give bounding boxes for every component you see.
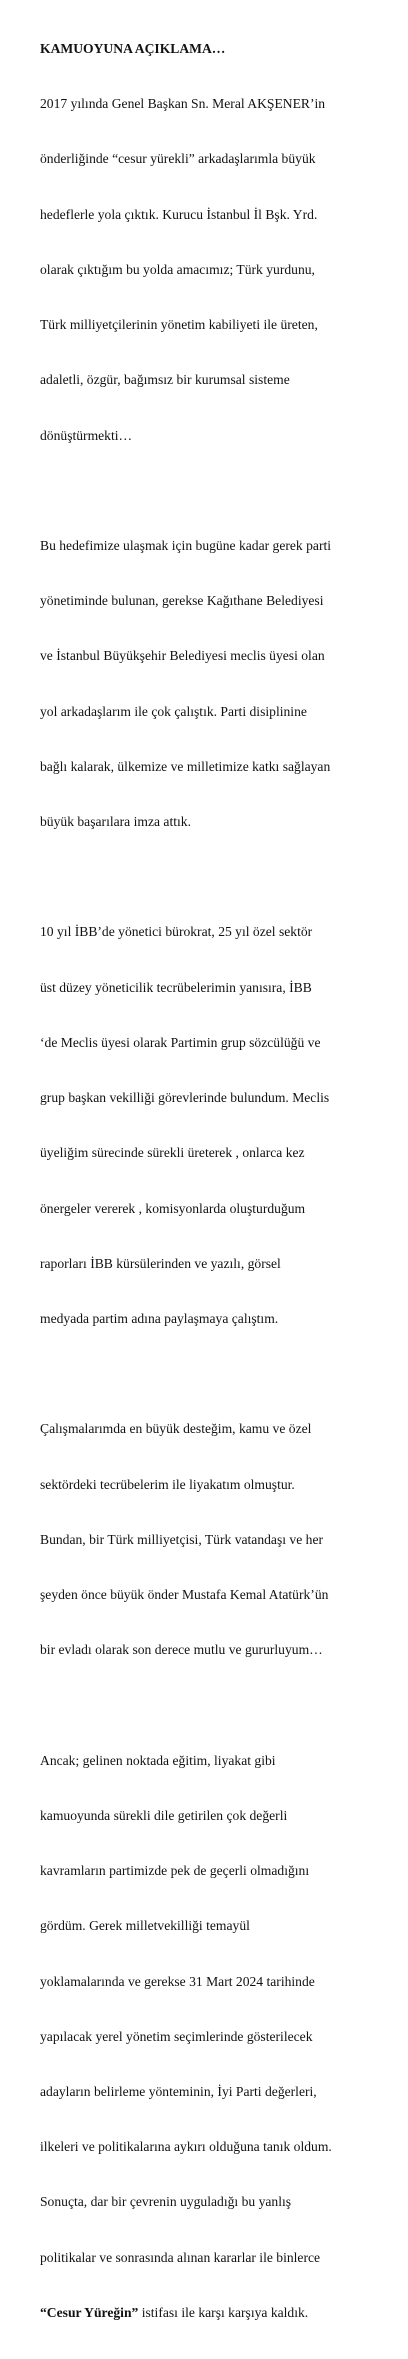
text-line: Çalışmalarımda en büyük desteğim, kamu ve özel	[40, 1421, 312, 1437]
text-line: adayların belirleme yönteminin, İyi Parti değerleri,	[40, 2084, 317, 2100]
text-line: üst düzey yöneticilik tecrübelerimin yanısıra, İBB	[40, 979, 312, 995]
text-line: kavramların partimizde pek de geçerli olmadığını	[40, 1863, 310, 1879]
text-line: bir evladı olarak son derece mutlu ve gururluyum…	[40, 1642, 323, 1658]
text-line: olarak çıktığım bu yolda amacımız; Türk yurdunu,	[40, 261, 315, 277]
final-line	[40, 2304, 402, 2322]
text-line: kamuoyunda sürekli dile getirilen çok değerli	[40, 1807, 288, 1823]
text-line: önergeler vererek , komisyonlarda oluşturduğum	[40, 1200, 306, 1216]
text-line: ve İstanbul Büyükşehir Belediyesi meclis üyesi olan	[40, 648, 325, 664]
paragraph-4	[40, 1384, 402, 1697]
text-line: politikalar ve sonrasında alınan kararlar ile binlerce	[40, 2249, 321, 2265]
text-line: üyeliğim sürecinde sürekli üreterek , onlarca kez	[40, 1145, 305, 1161]
text-line: yoklamalarında ve gerekse 31 Mart 2024 tarihinde	[40, 1973, 315, 1989]
text-line: Sonuçta, dar bir çevrenin uyguladığı bu yanlış	[40, 2194, 292, 2210]
final-line-rest: istifası ile karşı karşıya kaldık.	[138, 2304, 309, 2320]
text-line: Bundan, bir Türk milliyetçisi, Türk vatandaşı ve her	[40, 1531, 324, 1547]
text-line: yapılacak yerel yönetim seçimlerinde gösterilecek	[40, 2028, 313, 2044]
paragraph-2	[40, 500, 402, 868]
paragraph-1	[40, 58, 402, 481]
bold-phrase: “Cesur Yüreğin”	[40, 2304, 139, 2320]
paragraph-5	[40, 1715, 402, 2359]
text-line: şeyden önce büyük önder Mustafa Kemal Atatürk’ün	[40, 1587, 329, 1603]
text-line: önderliğinde “cesur yürekli” arkadaşlarımla büyük	[40, 151, 316, 167]
document-title: KAMUOYUNA AÇIKLAMA…	[40, 41, 226, 56]
text-line: bağlı kalarak, ülkemize ve milletimize katkı sağlayan	[40, 758, 331, 774]
text-line: dönüştürmekti…	[40, 427, 133, 443]
text-line: adaletli, özgür, bağımsız bir kurumsal sisteme	[40, 372, 290, 388]
text-line: Türk milliyetçilerinin yönetim kabiliyeti ile üreten,	[40, 317, 318, 333]
text-line: sektördeki tecrübelerim ile liyakatım olmuştur.	[40, 1476, 295, 1492]
text-line: hedeflerle yola çıktık. Kurucu İstanbul İl Bşk. Yrd.	[40, 206, 318, 222]
statement-document	[40, 40, 402, 2359]
text-line: grup başkan vekilliği görevlerinde bulundum. Meclis	[40, 1090, 330, 1106]
text-line: 2017 yılında Genel Başkan Sn. Meral AKŞENER’in	[40, 96, 326, 112]
text-line: ilkeleri ve politikalarına aykırı olduğuna tanık oldum.	[40, 2139, 332, 2155]
text-line: Bu hedefimize ulaşmak için bugüne kadar gerek parti	[40, 537, 332, 553]
text-line: yol arkadaşlarım ile çok çalıştık. Parti disiplinine	[40, 703, 307, 719]
text-line: yönetiminde bulunan, gerekse Kağıthane Belediyesi	[40, 593, 324, 609]
text-line: Ancak; gelinen noktada eğitim, liyakat gibi	[40, 1752, 276, 1768]
text-line: medyada partim adına paylaşmaya çalıştım.	[40, 1311, 279, 1326]
text-line: gördüm. Gerek milletvekilliği temayül	[40, 1918, 250, 1934]
text-line: raporları İBB kürsülerinden ve yazılı, görsel	[40, 1255, 281, 1271]
text-line: ‘de Meclis üyesi olarak Partimin grup sözcülüğü ve	[40, 1034, 321, 1050]
text-line: 10 yıl İBB’de yönetici bürokrat, 25 yıl özel sektör	[40, 924, 313, 940]
text-line: büyük başarılara imza attık.	[40, 814, 191, 830]
paragraph-3	[40, 887, 402, 1366]
